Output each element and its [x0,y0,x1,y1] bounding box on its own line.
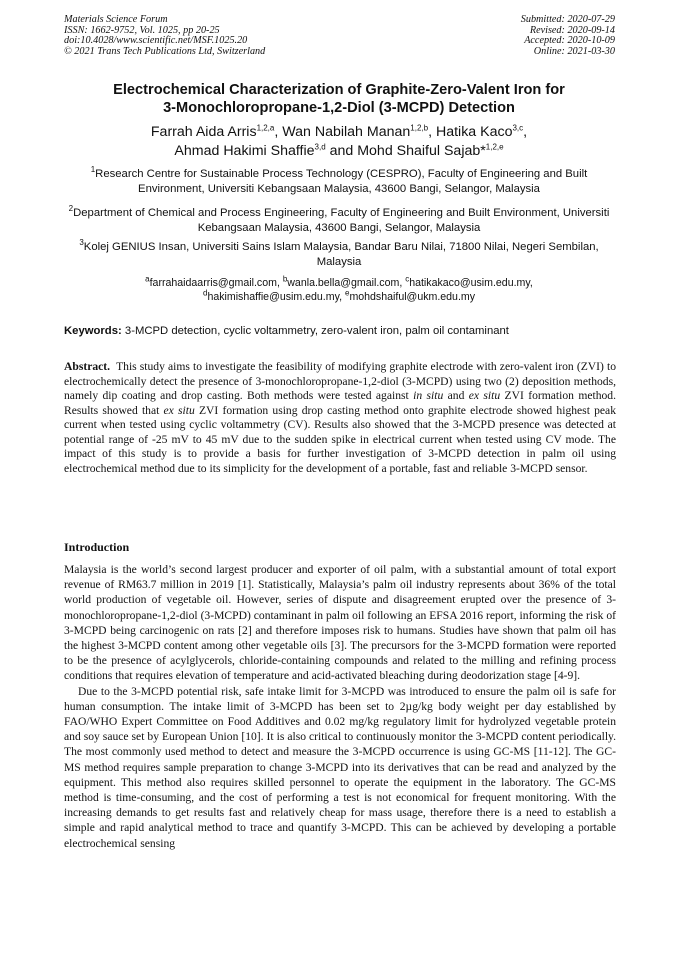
online-date: Online: 2021-03-30 [533,45,615,57]
paper-title [40,81,638,117]
abstract-text: This study aims to investigate the feasibility of modifying graphite electrode with zero-valent iron (ZVI) to electrochemically detect the presence of 3-monochloropropane-1,2-diol (3-MCPD) using two (2) deposition methods, namely dip coating and drop casting. Both methods were tested against [64,360,616,402]
email-marker: a [145,274,150,284]
email-link[interactable]: wanla.bella@gmail.com [287,277,400,289]
email-marker: c [405,274,410,284]
journal-name: Materials Science Forum [64,14,168,25]
author-name: Farrah Aida Arris [150,124,257,140]
author-separator: and [325,143,358,159]
journal-header [64,15,265,57]
author-affiliation-marker: 3,d [314,142,326,152]
abstract-italic: ex situ [468,389,501,402]
author-name: Hatika Kaco [435,124,513,140]
title-line-2: 3-Monochloropropane-1,2-Diol (3-MCPD) Detection [163,100,515,116]
doi-line: doi:10.4028/www.scientific.net/MSF.1025.20 [64,35,248,47]
copyright-line: © 2021 Trans Tech Publications Ltd, Switzerland [64,45,266,57]
revised-date: Revised: 2020-09-14 [529,24,615,36]
keywords [64,324,616,338]
affiliation-2 [60,206,618,235]
abstract-text: ZVI formation using drop casting method onto graphite electrode showed highest peak current when tested using cyclic voltammetry (CV). Results also showed that the 3-MCPD presence was detected at potential range of -25 mV to 45 mV due to the sudden spike in electrical current when tested using CV mode. The impact of this study is to provide a basis for further investigation of 3-MCPD detection in palm oil using electrochemical method due to its simplicity for the development of a portable, fast and reliable 3-MCPD sensor. [64,403,616,475]
email-link[interactable]: hakimishaffie@usim.edu.my [207,291,340,304]
affiliation-text: Kolej GENIUS Insan, Universiti Sains Islam Malaysia, Bandar Baru Nilai, 71800 Nilai, Negeri Sembilan, Malaysia [83,241,599,268]
email-link[interactable]: mohdshaiful@ukm.edu.my [349,291,476,304]
author-name: Ahmad Hakimi Shaffie [174,143,315,159]
introduction-heading: Introduction [64,540,130,554]
author-name: Mohd Shaiful Sajab* [357,143,486,159]
abstract-italic: ex situ [163,403,195,417]
accepted-date: Accepted: 2020-10-09 [524,35,615,47]
introduction-body [64,562,616,851]
author-affiliation-marker: 1,2,b [410,123,429,133]
keywords-text: 3-MCPD detection, cyclic voltammetry, zero-valent iron, palm oil contaminant [124,325,509,337]
issn-line: ISSN: 1662-9752, Vol. 1025, pp 20-25 [64,24,220,36]
affiliation-text: Research Centre for Sustainable Process Technology (CESPRO), Faculty of Engineering and Built Environment, Universiti Kebangsaan Malaysia, 43600 Bangi, Selangor, Malaysia [95,168,588,195]
author-separator: , [274,124,283,140]
email-marker: b [282,274,288,284]
title-line-1: Electrochemical Characterization of Graphite-Zero-Valent Iron for [113,82,565,98]
abstract-italic: in situ [413,389,444,402]
affiliation-number: 1 [90,165,96,175]
author-separator: , [428,124,436,140]
affiliation-text: Department of Chemical and Process Engineering, Faculty of Engineering and Built Environment, Universiti Kebangsaan Malaysia, 43600 Bangi, Selangor, Malaysia [73,207,610,234]
author-name: Wan Nabilah Manan [282,124,411,140]
paragraph: Due to the 3-MCPD potential risk, safe intake limit for 3-MCPD was introduced to ensure the palm oil is safe for human consumption. The intake limit of 3-MCPD has been set to 2µg/kg body weight per day established by FAO/WHO Expert Committee on Food Additives and 0.02 mg/kg regulatory limit for hydrolyzed vegetable protein and soy sauce set by European Union [10]. It is also critical to continuously monitor the 3-MCPD content periodically. The most commonly used method to detect and measure the 3-MCPD occurrence is using GC-MS [11-12]. The GC-MS method requires sample preparation to change 3-MCPD into its derivatives that can be read and analyzed by the equipment. This method also requires skilled personnel to operate the equipment in the laboratory. The GC-MS method is time-consuming, and the cost of performing a test is not economical for frequent monitoring. With the increasing demands to get results fast and relatively cheap for mass usage, therefore there is a need to establish a simple and rapid analytical method to trace and quantify 3-MCPD. This can be achieved by developing a portable electrochemical sensing [64,684,616,850]
affiliation-1 [60,167,618,196]
paragraph: Malaysia is the world’s second largest producer and exporter of oil palm, with a substantial amount of total export revenue of RM63.7 million in 2019 [1]. Statistically, Malaysia’s palm oil industry represents about 36% of the total world production of vegetable oil. However, series of dispute and disagreement erupted over the presence of 3-monochloropropane-1,2-diol (3-MCPD) contaminant in palm oil following an EFSA 2016 report, informing the risk of 3-MCPD being carcinogenic on rats [2] and therefore imposes risk to humans. Studies have shown that palm oil has the highest 3-MCPD content among other vegetable oils [3]. The precursors for the 3-MCPD formation were reported to be the presence of acylglycerols, chloride-containing compounds and related to the milling and refining process conditions that requires elevation of temperature and acid-activated bleaching during deodorization stage [4-9]. [64,563,616,683]
abstract-label: Abstract. [64,360,111,373]
email-marker: e [344,288,350,298]
author-affiliation-marker: 1,2,a [256,123,275,133]
affiliation-number: 2 [68,204,74,214]
author-emails: $^a$farrahaidaarris@gmail.com, $^b$wanla.bella@gmail.com, $^c$hatikakaco@usim.edu.my, $^d$hakimishaffie@usim.edu.my, $^e$mohdshaiful@ukm.edu.my [145,274,533,304]
submitted-date: Submitted: 2020-07-29 [520,14,615,25]
abstract [64,360,616,476]
affiliation-3 [60,240,618,269]
abstract-text: and [443,389,469,402]
author-affiliation-marker: 1,2,e [485,142,504,152]
dates-header [521,15,615,57]
email-link[interactable]: farrahaidaarris@gmail.com [149,277,277,289]
author-affiliation-marker: 3,c [512,123,524,133]
author-separator: , [523,124,528,140]
affiliation-number: 3 [79,238,84,248]
email-link[interactable]: hatikakaco@usim.edu.my [409,277,530,289]
author-list [40,123,638,161]
keywords-label: Keywords: [64,325,122,337]
abstract-text: ZVI formation method. Results showed that [64,389,616,417]
email-marker: d [202,288,208,298]
